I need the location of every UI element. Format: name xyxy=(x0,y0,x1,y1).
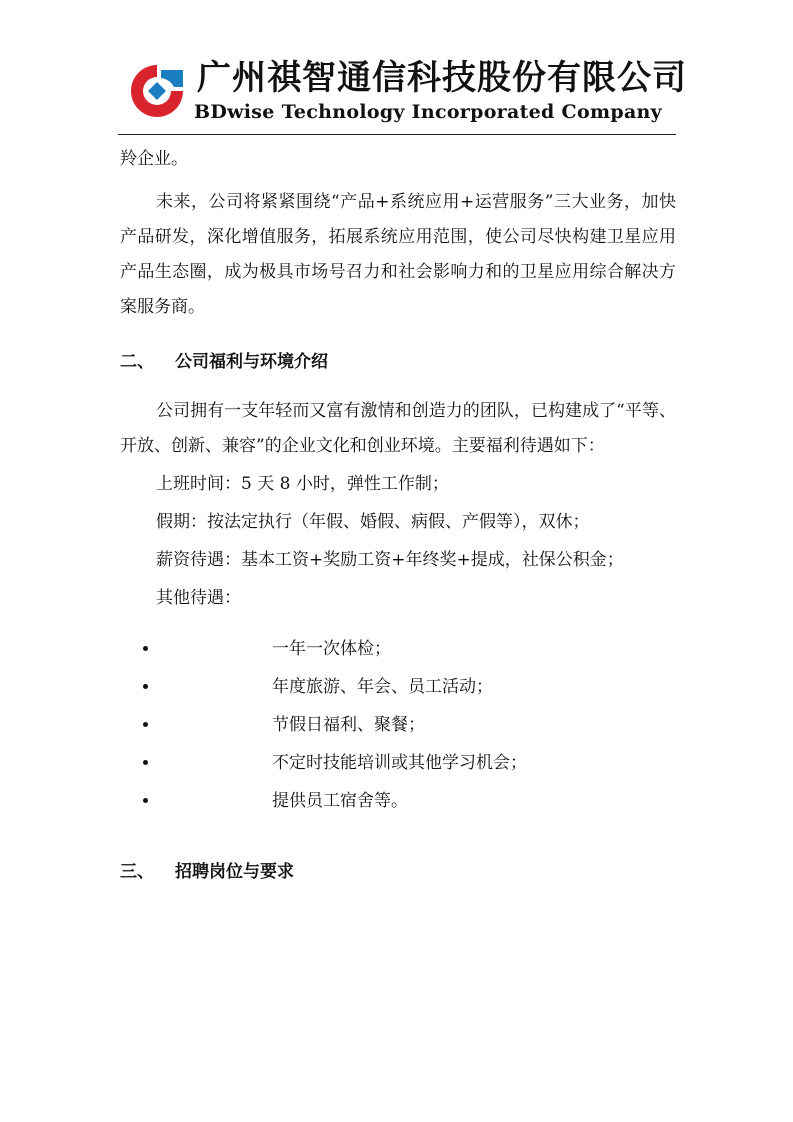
section-heading-positions xyxy=(120,855,676,890)
list-item: • 不定时技能培训或其他学习机会； xyxy=(160,746,676,781)
other-benefits-list xyxy=(120,632,676,819)
list-item: • 一年一次体检； xyxy=(160,632,676,667)
section-number: 二、 xyxy=(120,352,154,372)
letterhead xyxy=(120,56,687,136)
intro-fragment: 羚企业。 xyxy=(120,149,188,169)
section-title: 公司福利与环境介绍 xyxy=(175,352,328,372)
document-body xyxy=(120,142,676,890)
list-item: • 年度旅游、年会、员工活动； xyxy=(160,670,676,705)
company-logo-icon xyxy=(128,62,186,120)
company-name-en: BDwise Technology Incorporated Company xyxy=(194,101,663,123)
list-item: 薪资待遇：基本工资+奖励工资+年终奖+提成，社保公积金； xyxy=(156,550,624,570)
list-item: 上班时间：5 天 8 小时，弹性工作制； xyxy=(156,474,449,494)
future-paragraph: 未来，公司将紧紧围绕“产品+系统应用+运营服务”三大业务，加快产品研发，深化增值服务，拓展系统应用范围，使公司尽快构建卫星应用产品生态圈，成为极具市场号召力和社会影响力和的卫星应用综合解决方案服务商。 xyxy=(120,192,676,317)
benefits-intro-paragraph: 公司拥有一支年轻而又富有激情和创造力的团队，已构建成了“平等、开放、创新、兼容”的企业文化和创业环境。主要福利待遇如下： xyxy=(120,401,676,456)
list-item: • 节假日福利、聚餐； xyxy=(160,708,676,743)
section-heading-benefits xyxy=(120,345,676,380)
section-number: 三、 xyxy=(120,862,154,882)
benefits-list xyxy=(120,467,676,616)
header-divider xyxy=(118,134,676,135)
company-name-cn: 广州祺智通信科技股份有限公司 xyxy=(197,58,687,98)
list-item: • 提供员工宿舍等。 xyxy=(160,784,676,819)
list-item: 其他待遇： xyxy=(156,588,241,608)
section-title: 招聘岗位与要求 xyxy=(175,862,294,882)
list-item: 假期：按法定执行（年假、婚假、病假、产假等），双休； xyxy=(156,512,590,532)
